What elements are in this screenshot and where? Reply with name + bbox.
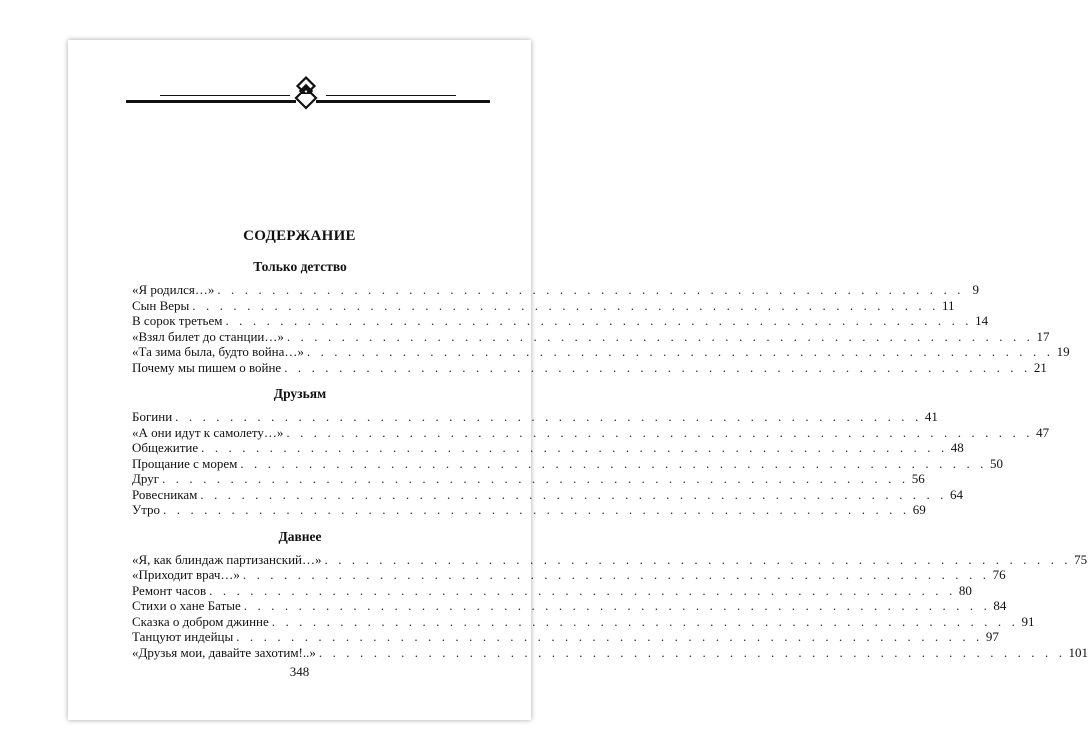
toc-entry[interactable] xyxy=(132,424,1050,441)
dot-leader: . . . . . . . . . . . . . . . . . . . . . . . . . . . . . . . . . . . . . . . . . . . . . . . . . . . . . . . xyxy=(175,409,922,424)
entry-title: «Приходит врач…» xyxy=(132,567,240,582)
entry-page-number: 47 xyxy=(1036,424,1050,440)
toc-entry[interactable] xyxy=(132,344,1070,360)
entry-page-number: 97 xyxy=(985,629,999,644)
toc-entry[interactable] xyxy=(132,567,1006,583)
section-title: Друзьям xyxy=(273,386,327,401)
section-title: Только детство xyxy=(253,259,347,274)
toc-entry[interactable] xyxy=(132,502,926,518)
dot-leader: . . . . . . . . . . . . . . . . . . . . . . . . . . . . . . . . . . . . . . . . . . . . . . . . . . . . . . . xyxy=(192,297,939,313)
entry-title: «Взял билет до станции…» xyxy=(132,328,284,344)
entry-title: Друг xyxy=(132,471,160,486)
entry-title: Богини xyxy=(132,409,173,424)
entry-title: «Я родился…» xyxy=(132,282,215,297)
dot-leader: . . . . . . . . . . . . . . . . . . . . . . . . . . . . . . . . . . . . . . . . . . . . . . . . . . . . . . . xyxy=(286,328,1034,344)
contents-heading: СОДЕРЖАНИЕ xyxy=(243,228,356,244)
dot-leader: . . . . . . . . . . . . . . . . . . . . . . . . . . . . . . . . . . . . . . . . . . . . . . . . . . . . . . . xyxy=(318,644,1066,660)
toc-entry[interactable] xyxy=(132,440,964,456)
toc-entry[interactable] xyxy=(132,359,1047,376)
toc-entry[interactable] xyxy=(132,471,925,487)
toc-entry[interactable] xyxy=(132,282,980,298)
entry-page-number: 19 xyxy=(1056,344,1070,359)
dot-leader: . . . . . . . . . . . . . . . . . . . . . . . . . . . . . . . . . . . . . . . . . . . . . . . . . . . . . . . xyxy=(225,313,973,328)
book-page xyxy=(68,40,1088,720)
entry-page-number: 14 xyxy=(975,313,989,328)
entry-page-number: 21 xyxy=(1033,359,1047,375)
dot-leader: . . . . . . . . . . . . . . . . . . . . . . . . . . . . . . . . . . . . . . . . . . . . . . . . . . . . . . . xyxy=(286,424,1034,440)
dot-leader: . . . . . . . . . . . . . . . . . . . . . . . . . . . . . . . . . . . . . . . . . . . . . . . . . . . . . . . xyxy=(201,440,948,455)
entry-title: «Я, как блиндаж партизанский…» xyxy=(132,551,322,567)
dot-leader: . . . . . . . . . . . . . . . . . . . . . . . . . . . . . . . . . . . . . . . . . . . . . . . . . . . . . . . xyxy=(162,471,909,486)
entry-title: Ровесникам xyxy=(132,486,198,502)
entry-title: Прощание с морем xyxy=(132,455,238,471)
entry-title: «А они идут к самолету…» xyxy=(132,424,284,440)
entry-page-number: 64 xyxy=(950,486,964,502)
entry-page-number: 17 xyxy=(1036,328,1050,344)
dot-leader: . . . . . . . . . . . . . . . . . . . . . . . . . . . . . . . . . . . . . . . . . . . . . . . . . . . . . . . xyxy=(242,567,990,582)
entry-page-number: 11 xyxy=(941,297,955,313)
entry-page-number: 48 xyxy=(950,440,964,455)
dot-leader: . . . . . . . . . . . . . . . . . . . . . . . . . . . . . . . . . . . . . . . . . . . . . . . . . . . . . . . xyxy=(240,455,988,471)
entry-title: «Друзья мои, давайте захотим!..» xyxy=(132,644,316,660)
entry-title: Утро xyxy=(132,502,161,517)
dot-leader: . . . . . . . . . . . . . . . . . . . . . . . . . . . . . . . . . . . . . . . . . . . . . . . . . . . . . . . xyxy=(236,629,983,644)
toc-entry[interactable] xyxy=(132,328,1050,345)
entry-page-number: 41 xyxy=(924,409,938,424)
toc-section xyxy=(132,258,1070,375)
toc-entry[interactable] xyxy=(132,613,1035,630)
entry-title: Танцуют индейцы xyxy=(132,629,234,644)
toc-section xyxy=(132,528,1088,661)
entry-page-number: 75 xyxy=(1074,551,1088,567)
dot-leader: . . . . . . . . . . . . . . . . . . . . . . . . . . . . . . . . . . . . . . . . . . . . . . . . . . . . . . . xyxy=(243,598,991,613)
entry-page-number: 84 xyxy=(993,598,1007,613)
entry-page-number: 80 xyxy=(958,582,972,598)
toc-entry[interactable] xyxy=(132,582,972,599)
entry-title: Общежитие xyxy=(132,440,199,455)
entry-title: Ремонт часов xyxy=(132,582,207,598)
table-of-contents xyxy=(132,258,1088,670)
entry-title: Сказка о добром джинне xyxy=(132,613,269,629)
toc-entry[interactable] xyxy=(132,297,955,314)
dot-leader: . . . . . . . . . . . . . . . . . . . . . . . . . . . . . . . . . . . . . . . . . . . . . . . . . . . . . . . xyxy=(306,344,1054,359)
dot-leader: . . . . . . . . . . . . . . . . . . . . . . . . . . . . . . . . . . . . . . . . . . . . . . . . . . . . . . . xyxy=(284,359,1031,375)
toc-entry[interactable] xyxy=(132,644,1088,661)
entry-page-number: 9 xyxy=(972,282,980,297)
dot-leader: . . . . . . . . . . . . . . . . . . . . . . . . . . . . . . . . . . . . . . . . . . . . . . . . . . . . . . . xyxy=(209,582,956,598)
entry-title: «Та зима была, будто война…» xyxy=(132,344,304,359)
entry-title: Сын Веры xyxy=(132,297,190,313)
toc-entry[interactable] xyxy=(132,409,938,425)
dot-leader: . . . . . . . . . . . . . . . . . . . . . . . . . . . . . . . . . . . . . . . . . . . . . . . . . . . . . . . xyxy=(217,282,965,297)
toc-entry[interactable] xyxy=(132,629,999,645)
section-title: Давнее xyxy=(278,528,322,544)
toc-entry[interactable] xyxy=(132,598,1007,614)
dot-leader: . . . . . . . . . . . . . . . . . . . . . . . . . . . . . . . . . . . . . . . . . . . . . . . . . . . . . . . xyxy=(271,613,1019,629)
dot-leader: . . . . . . . . . . . . . . . . . . . . . . . . . . . . . . . . . . . . . . . . . . . . . . . . . . . . . . . xyxy=(163,502,910,517)
entry-page-number: 76 xyxy=(992,567,1006,582)
toc-entry[interactable] xyxy=(132,486,964,503)
entry-page-number: 69 xyxy=(912,502,926,517)
dot-leader: . . . . . . . . . . . . . . . . . . . . . . . . . . . . . . . . . . . . . . . . . . . . . . . . . . . . . . . xyxy=(324,551,1072,567)
toc-entry[interactable] xyxy=(132,313,989,329)
entry-page-number: 91 xyxy=(1021,613,1035,629)
entry-page-number: 101 xyxy=(1068,644,1088,660)
entry-page-number: 50 xyxy=(990,455,1004,471)
toc-entry[interactable] xyxy=(132,455,1004,472)
toc-entry[interactable] xyxy=(132,551,1088,568)
entry-title: В сорок третьем xyxy=(132,313,223,328)
page-number: 348 xyxy=(289,664,310,679)
diamond-ornament-rule xyxy=(126,78,490,118)
dot-leader: . . . . . . . . . . . . . . . . . . . . . . . . . . . . . . . . . . . . . . . . . . . . . . . . . . . . . . . xyxy=(200,486,948,502)
entry-title: Стихи о хане Батые xyxy=(132,598,241,613)
entry-page-number: 56 xyxy=(911,471,925,486)
toc-section xyxy=(132,385,1050,518)
entry-title: Почему мы пишем о войне xyxy=(132,359,282,375)
